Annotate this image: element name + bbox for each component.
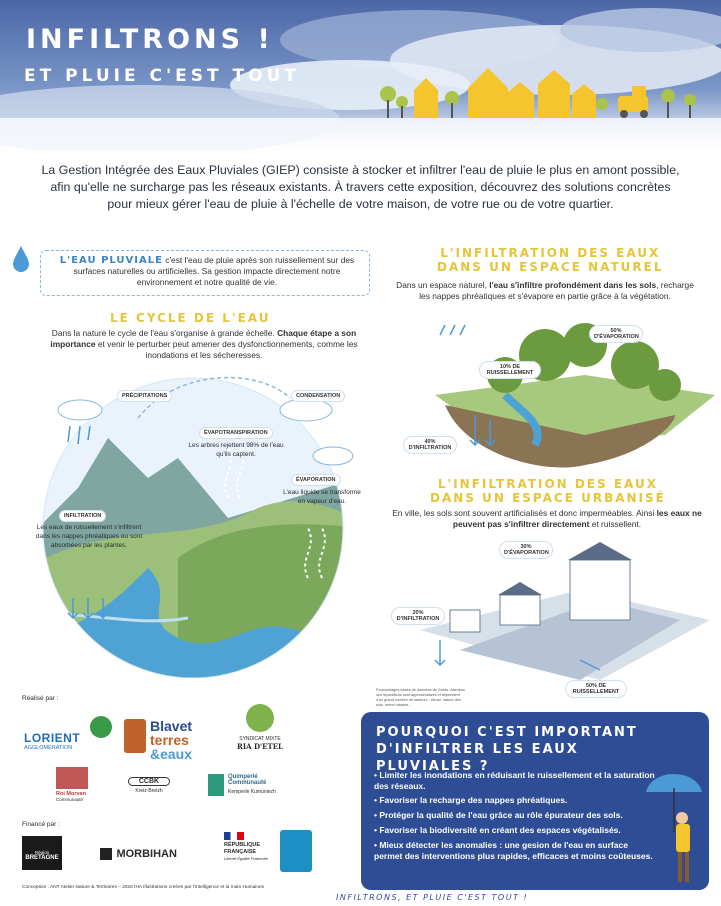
label-urbain-ruissellement: 50% DE RUISSELLEMENT (566, 681, 626, 697)
footer-tagline: INFILTRONS, ET PLUIE C'EST TOUT ! (336, 893, 529, 902)
label-naturel-evaporation: 50% D'ÉVAPORATION (590, 326, 642, 342)
page-subtitle: ET PLUIE C'EST TOUT (24, 66, 300, 86)
finance-par-label: Financé par : (22, 821, 60, 828)
pourquoi-title: POURQUOI C'EST IMPORTANT D'INFILTRER LES EAUX PLUVIALES ? (376, 725, 638, 774)
intro-paragraph: La Gestion Intégrée des Eaux Pluviales (GIEP) consiste à stocker et infiltrer l'eau de pluie le plus en amont possible, afin qu'elle ne surcharge pas les réseaux existants. À travers cette exposition, découvrez des solutions concrètes pour mieux gérer l'eau de pluie à l'échelle de votre maison, de votre rue ou de votre quartier. (41, 163, 680, 211)
pourquoi-bullet-1: • Limiter les inondations en réduisant le ruissellement et la saturation des réseaux. (374, 770, 655, 791)
pourquoi-bullet-2: • Favoriser la recharge des nappes phréatiques. (374, 795, 568, 805)
label-urbain-evaporation: 30% D'ÉVAPORATION (500, 542, 552, 558)
source-note: Pourcentages basés de données de Grdds. Attention ces répartitions sont approximatives et dépendent d'un grand nombre de facteurs : climat, nature des sols, forme urbaine... (376, 688, 466, 707)
label-evapotranspiration: ÉVAPOTRANSPIRATION (200, 428, 272, 438)
naturel-heading: L'INFILTRATION DES EAUX DANS UN ESPACE NATUREL (437, 246, 664, 274)
region-bretagne-logo: Région BRETAGNE (22, 836, 62, 870)
pourquoi-bullet-4: • Favoriser la biodiversité en créant des espaces végétalisés. (374, 825, 621, 835)
water-drop-icon (10, 244, 32, 279)
cycle-text: Dans la nature le cycle de l'eau s'organise à grande échelle. Chaque étape a son importance et venir le perturber peut amener des dysfonctionnements, comme les inondations et les sécheresses. (50, 328, 358, 360)
trees-text: Les arbres rejettent 98% de l'eau qu'ils captent. (188, 442, 284, 458)
republique-francaise-logo: RÉPUBLIQUE FRANÇAISE Liberté Égalité Fraternité (224, 832, 272, 861)
ccbk-logo: CCBK Kreiz-Breizh (128, 777, 170, 794)
lorient-logo: LORIENT AGGLOMÉRATION (24, 731, 81, 751)
label-urbain-infiltration: 20% D'INFILTRATION (392, 608, 444, 624)
agence-eau-logo (280, 830, 312, 872)
eau-pluviale-text: L'EAU PLUVIALE c'est l'eau de pluie après son ruissellement sur des surfaces naturelles ou artificielles. Sa gestion impacte directement notre environnement et notre qualité de vie. (59, 255, 355, 287)
conception-credit: Conception : ANT Atelier Nature & Territoires – 2025 IHA Illustrations créées par l'Intelligence et la main Humaines (22, 885, 265, 890)
label-infiltration: INFILTRATION (60, 511, 105, 521)
realise-par-label: Réalisé par : (22, 695, 59, 702)
morbihan-logo: MORBIHAN (100, 845, 177, 863)
urbain-heading: L'INFILTRATION DES EAUX DANS UN ESPACE URBANISÉ (430, 477, 666, 505)
label-precipitations: PRÉCIPITATIONS (118, 391, 171, 401)
roi-morvan-logo: Roi Morvan Communauté (56, 767, 88, 802)
eau-pluviale-term: L'EAU PLUVIALE (59, 255, 163, 266)
evaporation-text: L'eau liquide se transforme en vapeur d'eau. (283, 489, 361, 505)
page-title: INFILTRONS ! (26, 24, 274, 55)
en-orient-badge (90, 716, 112, 738)
pourquoi-bullet-5: • Mieux détecter les anomalies : une gesion de l'eau en surface permet des interventions plus rapides, efficaces et moins coûteuses. (374, 840, 653, 861)
cycle-heading: LE CYCLE DE L'EAU (110, 311, 271, 325)
label-condensation: CONDENSATION (292, 391, 344, 401)
ria-etel-logo: SYNDICAT MIXTE RIA D'ETEL (228, 704, 292, 751)
pourquoi-bullet-3: • Protéger la qualité de l'eau grâce au rôle épurateur des sols. (374, 810, 623, 820)
naturel-text: Dans un espace naturel, l'eau s'infiltre profondément dans les sols, recharge les nappes phréatiques et s'évapore en partie grâce à la végétation. (396, 280, 694, 301)
infiltration-text: Les eaux de ruissellement s'infiltrent dans les nappes phréatiques ou sont absorbées par les plantes. (35, 524, 143, 549)
label-naturel-infiltration: 40% D'INFILTRATION (404, 437, 456, 453)
urbain-text: En ville, les sols sont souvent artificialisés et donc imperméables. Ainsi les eaux ne peuvent pas s'infiltrer directement et ruissellent. (392, 508, 702, 529)
village-silhouette (378, 60, 708, 118)
label-naturel-ruissellement: 10% DE RUISSELLEMENT (480, 362, 540, 378)
urban-space-illustration (400, 540, 710, 690)
person-umbrella-illustration (642, 762, 706, 890)
label-evaporation: ÉVAPORATION (292, 475, 340, 485)
